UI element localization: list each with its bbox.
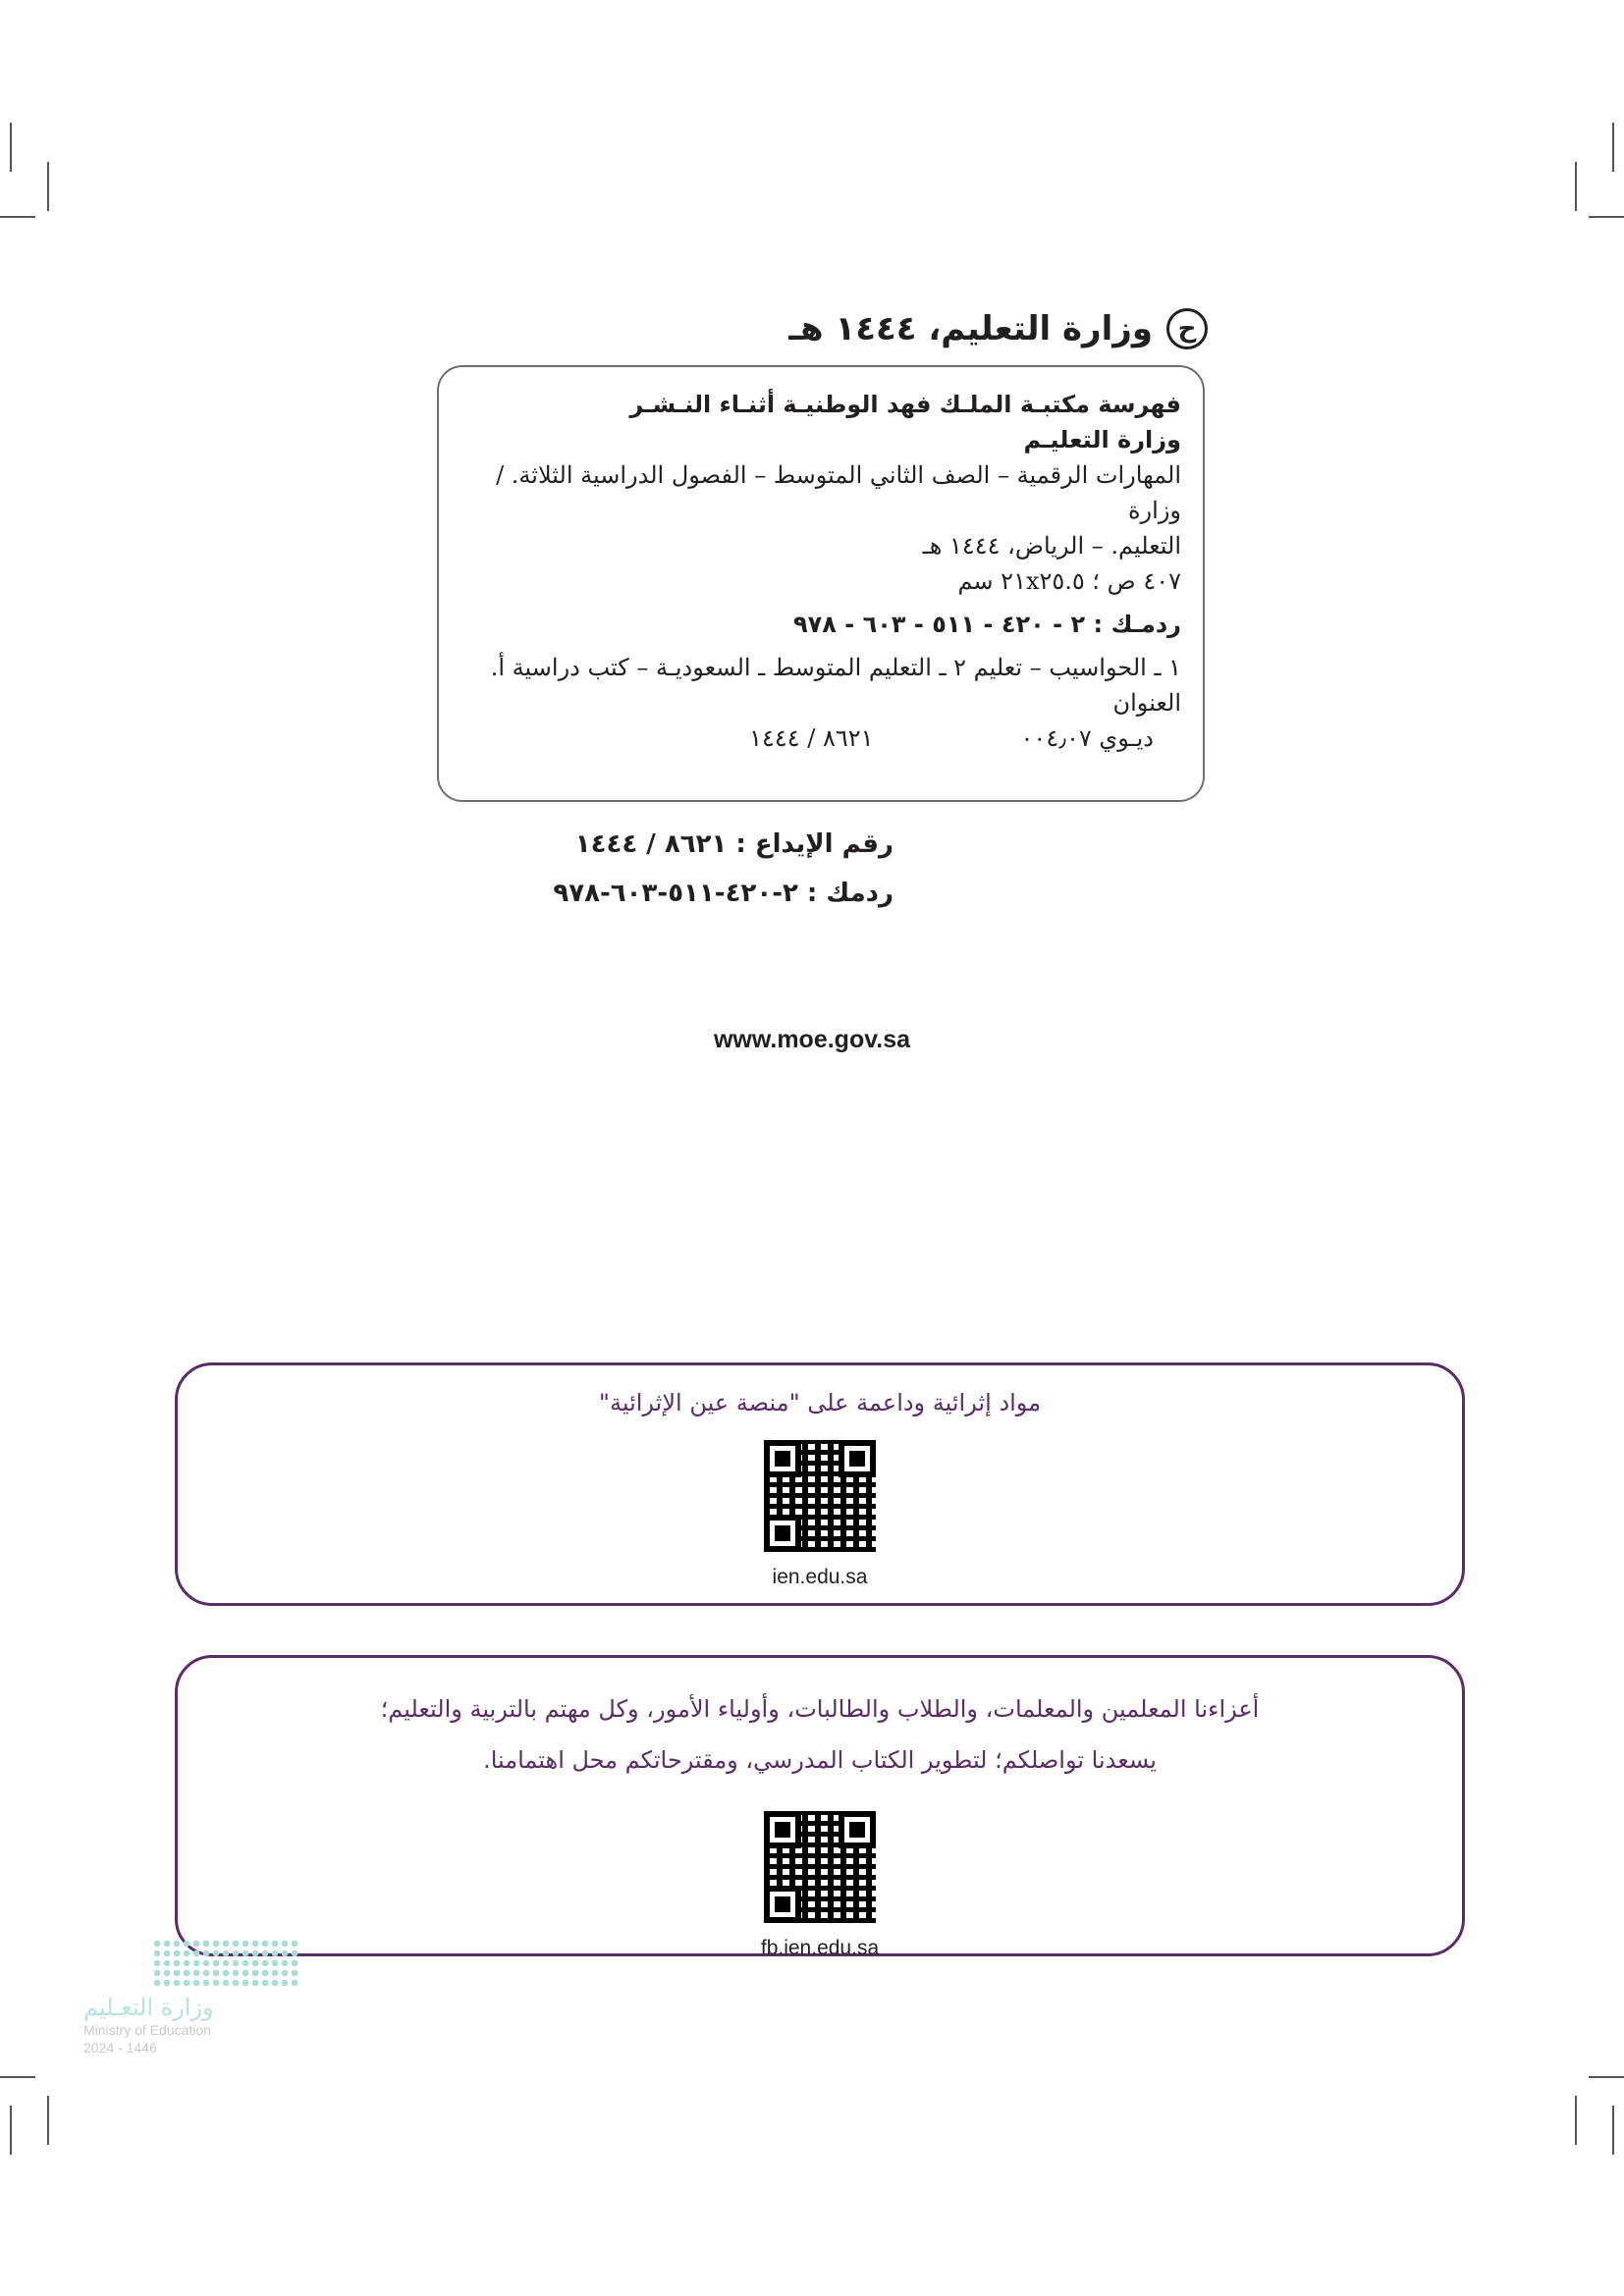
catalog-dewey-number: ٨٦٢١ / ١٤٤٤ bbox=[749, 724, 874, 752]
feedback-url[interactable]: fb.ien.edu.sa bbox=[760, 1937, 880, 1959]
crop-mark bbox=[47, 162, 49, 211]
crop-mark bbox=[1612, 123, 1614, 172]
logo-name-en: Ministry of Education bbox=[83, 2022, 211, 2038]
catalog-description: التعليم. – الرياض، ١٤٤٤ هـ bbox=[922, 532, 1181, 560]
catalog-description: المهارات الرقمية – الصف الثاني المتوسط – الفصول الدراسية الثلاثة. / وزارة bbox=[496, 461, 1181, 524]
qr-code-icon[interactable] bbox=[764, 1811, 876, 1923]
copyright-line bbox=[766, 294, 1208, 363]
crop-mark bbox=[1612, 2106, 1614, 2155]
crop-mark bbox=[47, 2096, 49, 2145]
catalog-isbn: ردمـك : ٢ - ٤٢٠ - ٥١١ - ٦٠٣ - ٩٧٨ bbox=[792, 611, 1181, 638]
crop-mark bbox=[1575, 2096, 1577, 2145]
copyright-text: وزارة التعليم، ١٤٤٤ هـ bbox=[788, 309, 1153, 348]
feedback-line: أعزاءنا المعلمين والمعلمات، والطلاب والطالبات، وأولياء الأمور، وكل مهتم بالتربية والتعليم؛ bbox=[380, 1695, 1260, 1723]
catalog-subjects: العنوان bbox=[1112, 689, 1181, 717]
deposit-number: رقم الإيداع : ٨٦٢١ / ١٤٤٤ bbox=[574, 829, 893, 859]
feedback-box bbox=[175, 1655, 1465, 1959]
copyright-symbol: ح bbox=[1166, 308, 1208, 349]
catalog-dewey-row bbox=[460, 721, 1181, 756]
ministry-logo bbox=[83, 1939, 319, 2076]
enrichment-url[interactable]: ien.edu.sa bbox=[772, 1566, 868, 1588]
logo-year: 2024 - 1446 bbox=[83, 2040, 157, 2056]
deposit-isbn: ردمك : ٢-٤٢٠-٥١١-٦٠٣-٩٧٨ bbox=[553, 879, 893, 908]
crop-mark bbox=[0, 216, 35, 218]
website-link[interactable]: www.moe.gov.sa bbox=[713, 1026, 911, 1053]
logo-name-ar: وزارة التعـليم bbox=[83, 1994, 214, 2021]
catalog-subjects: ١ ـ الحواسيب – تعليم ٢ ـ التعليم المتوسط ـ السعوديـة – كتب دراسية أ. bbox=[490, 654, 1181, 681]
feedback-line: يسعدنا تواصلكم؛ لتطوير الكتاب المدرسي، ومقترحاتكم محل اهتمامنا. bbox=[483, 1746, 1157, 1774]
qr-code-icon[interactable] bbox=[764, 1440, 876, 1552]
cataloging-box bbox=[437, 365, 1205, 802]
crop-mark bbox=[10, 2106, 12, 2155]
catalog-dewey: ديـوي ٠٠٤٫٠٧ bbox=[1020, 724, 1154, 752]
enrichment-text: مواد إثرائية وداعمة على "منصة عين الإثرائية" bbox=[598, 1389, 1042, 1416]
crop-mark bbox=[1575, 162, 1577, 211]
logo-dots-icon bbox=[152, 1939, 299, 1986]
crop-mark bbox=[0, 2076, 35, 2078]
enrichment-box bbox=[175, 1362, 1465, 1606]
crop-mark bbox=[1589, 2076, 1624, 2078]
catalog-title: فهرسة مكتبـة الملـك فهد الوطنيـة أثنـاء النـشـر bbox=[629, 391, 1181, 418]
deposit-info bbox=[393, 820, 893, 918]
catalog-author: وزارة التعليـم bbox=[1023, 426, 1181, 454]
catalog-pages: ٤٠٧ ص ؛ ٢١x٢٥.٥ سم bbox=[957, 567, 1181, 595]
crop-mark bbox=[1589, 216, 1624, 218]
crop-mark bbox=[10, 123, 12, 172]
